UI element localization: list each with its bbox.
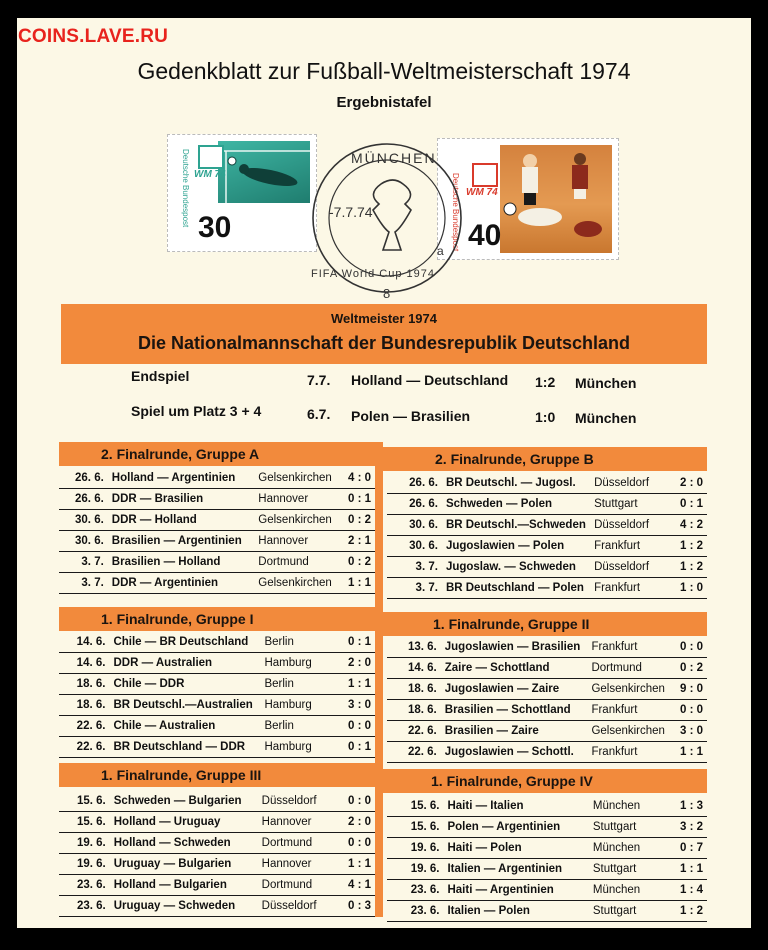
match-score: 0 : 1 — [343, 632, 375, 653]
match-score: 1 : 2 — [674, 557, 707, 578]
match-teams: Italien — Polen — [447, 901, 592, 922]
match-teams: Jugoslaw. — Schweden — [446, 557, 594, 578]
match-score: 1 : 1 — [675, 742, 707, 763]
match-date: 26. 6. — [387, 494, 446, 515]
match-score: 0 : 1 — [343, 737, 375, 758]
match-score: 0 : 2 — [675, 658, 707, 679]
column-divider — [375, 631, 383, 771]
match-score: 1 : 1 — [344, 573, 375, 594]
match-city: Frankfurt — [591, 637, 674, 658]
match-date: 30. 6. — [59, 531, 112, 552]
match-date: 23. 6. — [387, 901, 447, 922]
match-teams: BR Deutschl.—Australien — [113, 695, 264, 716]
match-city: Gelsenkirchen — [258, 573, 343, 594]
stamp-wm-label: WM 74 — [466, 187, 498, 198]
final-score: 1:0 — [535, 409, 556, 425]
match-teams: Zaire — Schottland — [445, 658, 592, 679]
champion-team: Die Nationalmannschaft der Bundesrepublik Deutschland — [137, 333, 631, 353]
result-row — [59, 716, 375, 737]
match-date: 22. 6. — [59, 737, 113, 758]
match-date: 22. 6. — [59, 716, 113, 737]
match-date: 19. 6. — [59, 833, 114, 854]
match-teams: Polen — Argentinien — [447, 817, 592, 838]
champion-banner — [61, 304, 707, 364]
match-score: 2 : 1 — [344, 531, 375, 552]
match-teams: Schweden — Polen — [446, 494, 594, 515]
page-subtitle: Ergebnistafel — [336, 94, 432, 111]
result-row — [59, 531, 375, 552]
match-teams: Chile — DDR — [113, 674, 264, 695]
result-row — [387, 679, 707, 700]
stamp-issuer: Deutsche Bundespost — [181, 149, 190, 228]
match-teams: BR Deutschland — Polen — [446, 578, 594, 599]
result-row — [59, 674, 375, 695]
match-score: 1 : 4 — [674, 880, 707, 901]
result-row — [387, 473, 707, 494]
result-row — [387, 742, 707, 763]
match-city: Gelsenkirchen — [591, 721, 674, 742]
match-score: 1 : 1 — [343, 854, 375, 875]
match-date: 18. 6. — [387, 700, 445, 721]
match-city: Frankfurt — [594, 536, 674, 557]
result-row — [387, 637, 707, 658]
wm-logo-left — [198, 145, 224, 169]
column-divider — [375, 787, 383, 917]
match-city: Dortmund — [591, 658, 674, 679]
match-score: 0 : 0 — [675, 700, 707, 721]
group-4-table — [387, 796, 707, 922]
result-row — [387, 859, 707, 880]
postmark-slogan: FIFA World Cup 1974 — [311, 268, 435, 280]
match-date: 30. 6. — [387, 515, 446, 536]
group-2-header — [375, 612, 707, 636]
match-date: 3. 7. — [59, 552, 112, 573]
final-round: Spiel um Platz 3 + 4 — [131, 403, 262, 419]
group-1-table — [59, 632, 375, 758]
match-teams: Brasilien — Holland — [112, 552, 258, 573]
postmark-letter: a — [437, 244, 444, 258]
match-city: Berlin — [264, 716, 343, 737]
match-teams: Haiti — Argentinien — [447, 880, 592, 901]
group-title: 2. Finalrunde, Gruppe A — [101, 446, 260, 462]
result-row — [59, 737, 375, 758]
match-teams: DDR — Holland — [112, 510, 258, 531]
match-score: 0 : 0 — [343, 791, 375, 812]
match-city: Düsseldorf — [594, 515, 674, 536]
match-teams: DDR — Australien — [113, 653, 264, 674]
match-score: 4 : 2 — [674, 515, 707, 536]
champion-label: Weltmeister 1974 — [331, 311, 437, 326]
result-row — [59, 833, 375, 854]
match-teams: Chile — BR Deutschland — [113, 632, 264, 653]
match-city: Frankfurt — [591, 742, 674, 763]
match-city: Dortmund — [258, 552, 343, 573]
match-teams: Holland — Argentinien — [112, 468, 258, 489]
result-row — [59, 854, 375, 875]
match-score: 2 : 0 — [343, 653, 375, 674]
stamp-issuer: Deutsche Bundespost — [451, 173, 460, 252]
match-city: Düsseldorf — [262, 791, 343, 812]
match-date: 22. 6. — [387, 742, 445, 763]
match-teams: DDR — Argentinien — [112, 573, 258, 594]
match-teams: Jugoslawien — Zaire — [445, 679, 592, 700]
group-3-header — [59, 763, 383, 787]
result-row — [59, 632, 375, 653]
match-score: 4 : 1 — [343, 875, 375, 896]
page-title: Gedenkblatt zur Fußball-Weltmeisterschaft 1974 — [137, 58, 631, 84]
postmark — [289, 140, 487, 300]
match-city: München — [593, 838, 674, 859]
match-date: 14. 6. — [387, 658, 445, 679]
match-date: 15. 6. — [59, 812, 114, 833]
result-row — [59, 510, 375, 531]
match-score: 9 : 0 — [675, 679, 707, 700]
match-date: 19. 6. — [387, 838, 447, 859]
match-date: 15. 6. — [59, 791, 114, 812]
group-b-header — [375, 447, 707, 471]
match-score: 3 : 2 — [674, 817, 707, 838]
result-row — [59, 552, 375, 573]
match-city: München — [593, 796, 674, 817]
result-row — [387, 578, 707, 599]
stamp-value: 30 — [198, 211, 232, 244]
group-title: 2. Finalrunde, Gruppe B — [435, 451, 594, 467]
result-row — [387, 838, 707, 859]
match-score: 1 : 1 — [674, 859, 707, 880]
match-teams: Schweden — Bulgarien — [114, 791, 262, 812]
match-teams: Uruguay — Bulgarien — [114, 854, 262, 875]
match-city: Frankfurt — [594, 578, 674, 599]
match-score: 0 : 0 — [343, 833, 375, 854]
match-city: Berlin — [264, 674, 343, 695]
result-row — [59, 875, 375, 896]
match-date: 23. 6. — [59, 875, 114, 896]
match-city: Düsseldorf — [594, 557, 674, 578]
match-date: 18. 6. — [387, 679, 445, 700]
match-score: 0 : 2 — [344, 510, 375, 531]
match-teams: Jugoslawien — Brasilien — [445, 637, 592, 658]
match-city: Hamburg — [264, 737, 343, 758]
match-teams: BR Deutschl.—Schweden — [446, 515, 594, 536]
match-date: 18. 6. — [59, 695, 113, 716]
match-score: 0 : 7 — [674, 838, 707, 859]
match-date: 26. 6. — [59, 468, 112, 489]
stamp-value: 40 — [468, 219, 502, 252]
match-date: 3. 7. — [59, 573, 112, 594]
match-score: 1 : 0 — [674, 578, 707, 599]
match-score: 0 : 0 — [343, 716, 375, 737]
result-row — [387, 536, 707, 557]
result-row — [387, 880, 707, 901]
final-city: München — [575, 375, 637, 391]
match-city: Dortmund — [262, 875, 343, 896]
group-2-table — [387, 637, 707, 763]
postmark-date: -7.7.74 — [329, 204, 373, 220]
match-city: Düsseldorf — [594, 473, 674, 494]
result-row — [59, 896, 375, 917]
group-a-header — [59, 442, 383, 466]
result-row — [387, 515, 707, 536]
match-teams: Jugoslawien — Schottl. — [445, 742, 592, 763]
match-score: 4 : 0 — [344, 468, 375, 489]
match-city: Gelsenkirchen — [258, 468, 343, 489]
match-teams: Holland — Schweden — [114, 833, 262, 854]
match-city: Düsseldorf — [262, 896, 343, 917]
group-a-table — [59, 468, 375, 594]
match-score: 2 : 0 — [674, 473, 707, 494]
match-date: 3. 7. — [387, 578, 446, 599]
result-row — [59, 653, 375, 674]
group-title: 1. Finalrunde, Gruppe IV — [431, 773, 593, 789]
match-teams: Haiti — Polen — [447, 838, 592, 859]
result-row — [387, 658, 707, 679]
match-date: 23. 6. — [59, 896, 114, 917]
final-score: 1:2 — [535, 374, 556, 390]
match-city: Stuttgart — [593, 817, 674, 838]
final-date: 7.7. — [307, 372, 331, 388]
final-city: München — [575, 410, 637, 426]
match-date: 14. 6. — [59, 632, 113, 653]
match-date: 18. 6. — [59, 674, 113, 695]
final-round: Endspiel — [131, 368, 190, 384]
match-score: 1 : 1 — [343, 674, 375, 695]
commemorative-sheet — [17, 18, 751, 928]
match-date: 14. 6. — [59, 653, 113, 674]
result-row — [387, 901, 707, 922]
result-row — [59, 791, 375, 812]
match-city: Hannover — [258, 489, 343, 510]
match-teams: Uruguay — Schweden — [114, 896, 262, 917]
match-city: Hannover — [258, 531, 343, 552]
match-score: 3 : 0 — [675, 721, 707, 742]
match-date: 15. 6. — [387, 817, 447, 838]
watermark: COINS.LAVE.RU — [18, 26, 169, 47]
match-city: Stuttgart — [593, 859, 674, 880]
match-score: 0 : 3 — [343, 896, 375, 917]
match-city: Hamburg — [264, 695, 343, 716]
match-date: 22. 6. — [387, 721, 445, 742]
match-teams: Brasilien — Argentinien — [112, 531, 258, 552]
match-city: Stuttgart — [593, 901, 674, 922]
match-date: 3. 7. — [387, 557, 446, 578]
final-match: Polen — Brasilien — [351, 408, 471, 424]
match-teams: Chile — Australien — [113, 716, 264, 737]
match-city: München — [593, 880, 674, 901]
postmark-code: 8 — [383, 286, 391, 301]
match-city: Hamburg — [264, 653, 343, 674]
match-score: 0 : 1 — [674, 494, 707, 515]
final-match: Holland — Deutschland — [351, 372, 509, 388]
stamp-wm-label: WM 74 — [194, 169, 226, 180]
match-city: Berlin — [264, 632, 343, 653]
result-row — [387, 721, 707, 742]
match-date: 13. 6. — [387, 637, 445, 658]
match-date: 26. 6. — [59, 489, 112, 510]
match-teams: Italien — Argentinien — [447, 859, 592, 880]
match-score: 1 : 2 — [674, 901, 707, 922]
match-city: Gelsenkirchen — [258, 510, 343, 531]
match-city: Hannover — [262, 812, 343, 833]
match-date: 15. 6. — [387, 796, 447, 817]
match-score: 0 : 1 — [344, 489, 375, 510]
match-score: 0 : 2 — [344, 552, 375, 573]
match-teams: Brasilien — Schottland — [445, 700, 592, 721]
result-row — [59, 812, 375, 833]
group-1-header — [59, 607, 383, 631]
match-score: 0 : 0 — [675, 637, 707, 658]
match-teams: Holland — Bulgarien — [114, 875, 262, 896]
group-4-header — [375, 769, 707, 793]
players-image — [500, 145, 612, 253]
match-score: 3 : 0 — [343, 695, 375, 716]
result-row — [59, 489, 375, 510]
match-teams: Brasilien — Zaire — [445, 721, 592, 742]
match-teams: BR Deutschl. — Jugosl. — [446, 473, 594, 494]
trophy-icon — [373, 180, 411, 250]
result-row — [387, 796, 707, 817]
match-score: 2 : 0 — [343, 812, 375, 833]
group-title: 1. Finalrunde, Gruppe II — [433, 616, 590, 632]
column-divider — [375, 466, 383, 610]
result-row — [59, 468, 375, 489]
match-score: 1 : 3 — [674, 796, 707, 817]
match-city: Gelsenkirchen — [591, 679, 674, 700]
match-date: 19. 6. — [387, 859, 447, 880]
result-row — [59, 573, 375, 594]
match-city: Dortmund — [262, 833, 343, 854]
group-title: 1. Finalrunde, Gruppe III — [101, 767, 262, 783]
group-title: 1. Finalrunde, Gruppe I — [101, 611, 254, 627]
match-city: Stuttgart — [594, 494, 674, 515]
match-teams: Holland — Uruguay — [114, 812, 262, 833]
result-row — [387, 557, 707, 578]
result-row — [387, 494, 707, 515]
postmark-city: MÜNCHEN — [351, 150, 437, 166]
match-teams: BR Deutschland — DDR — [113, 737, 264, 758]
match-teams: Jugoslawien — Polen — [446, 536, 594, 557]
match-teams: Haiti — Italien — [447, 796, 592, 817]
match-teams: DDR — Brasilien — [112, 489, 258, 510]
group-3-table — [59, 791, 375, 917]
final-date: 6.7. — [307, 406, 331, 422]
match-date: 26. 6. — [387, 473, 446, 494]
result-row — [387, 700, 707, 721]
result-row — [387, 817, 707, 838]
match-score: 1 : 2 — [674, 536, 707, 557]
result-row — [59, 695, 375, 716]
match-city: Hannover — [262, 854, 343, 875]
group-b-table — [387, 473, 707, 599]
match-date: 30. 6. — [59, 510, 112, 531]
match-date: 19. 6. — [59, 854, 114, 875]
match-date: 30. 6. — [387, 536, 446, 557]
match-date: 23. 6. — [387, 880, 447, 901]
match-city: Frankfurt — [591, 700, 674, 721]
